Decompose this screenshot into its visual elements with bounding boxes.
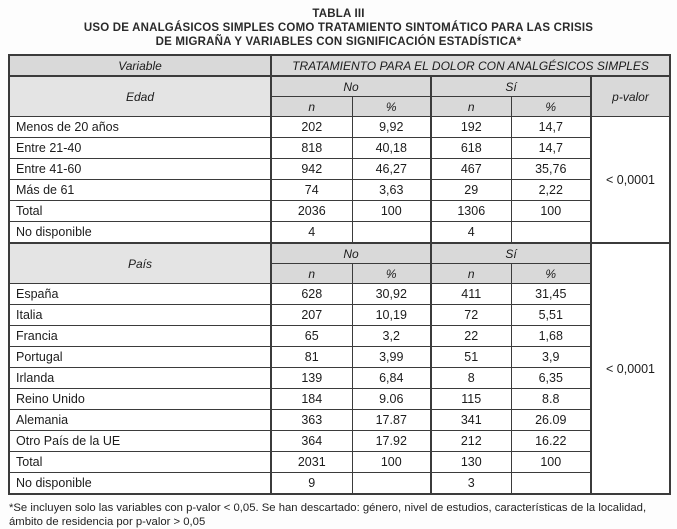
analgesics-statistics-table [8, 54, 671, 495]
pais-group-header-row [9, 243, 670, 264]
no-n-cell: 184 [271, 389, 352, 410]
variable-header-cell: Variable [9, 55, 271, 76]
row-label: No disponible [9, 222, 271, 244]
si-n-cell: 411 [431, 284, 511, 305]
si-column-header: Sí [431, 243, 591, 264]
no-n-header: n [271, 264, 352, 284]
si-pct-header: % [511, 97, 591, 117]
table-row [9, 159, 670, 180]
row-label: Menos de 20 años [9, 117, 271, 138]
pais-p-value-cell: < 0,0001 [591, 243, 670, 494]
treatment-header-cell: TRATAMIENTO PARA EL DOLOR CON ANALGÉSICOS SIMPLES [271, 55, 670, 76]
si-n-cell: 341 [431, 410, 511, 431]
no-n-cell: 628 [271, 284, 352, 305]
si-pct-cell: 14,7 [511, 138, 591, 159]
table-row [9, 368, 670, 389]
title-line-2: DE MIGRAÑA Y VARIABLES CON SIGNIFICACIÓN ESTADÍSTICA* [155, 36, 522, 48]
table-row [9, 473, 670, 495]
si-n-cell: 130 [431, 452, 511, 473]
no-n-cell: 818 [271, 138, 352, 159]
row-label: Portugal [9, 347, 271, 368]
si-n-cell: 29 [431, 180, 511, 201]
no-n-cell: 942 [271, 159, 352, 180]
row-label: Irlanda [9, 368, 271, 389]
si-n-cell: 4 [431, 222, 511, 244]
no-n-cell: 363 [271, 410, 352, 431]
title-line-1: USO DE ANALGÁSICOS SIMPLES COMO TRATAMIENTO SINTOMÁTICO PARA LAS CRISIS [83, 22, 594, 34]
si-n-cell: 3 [431, 473, 511, 495]
row-label: Entre 21-40 [9, 138, 271, 159]
si-pct-cell: 35,76 [511, 159, 591, 180]
si-n-header: n [431, 264, 511, 284]
si-pct-cell: 5,51 [511, 305, 591, 326]
table-row [9, 222, 670, 244]
si-pct-header: % [511, 264, 591, 284]
table-row [9, 431, 670, 452]
row-label: España [9, 284, 271, 305]
row-label: Total [9, 452, 271, 473]
no-pct-cell: 30,92 [352, 284, 431, 305]
si-pct-cell: 8.8 [511, 389, 591, 410]
table-row [9, 180, 670, 201]
no-pct-cell: 17.87 [352, 410, 431, 431]
row-label: Reino Unido [9, 389, 271, 410]
si-pct-cell: 26.09 [511, 410, 591, 431]
no-pct-cell: 9,92 [352, 117, 431, 138]
no-n-cell: 139 [271, 368, 352, 389]
no-pct-cell: 17.92 [352, 431, 431, 452]
no-column-header: No [271, 243, 431, 264]
no-n-cell: 65 [271, 326, 352, 347]
no-n-cell: 74 [271, 180, 352, 201]
no-pct-cell [352, 473, 431, 495]
row-label: Otro País de la UE [9, 431, 271, 452]
si-n-cell: 1306 [431, 201, 511, 222]
si-n-cell: 22 [431, 326, 511, 347]
row-label: Entre 41-60 [9, 159, 271, 180]
si-pct-cell: 1,68 [511, 326, 591, 347]
table-row [9, 117, 670, 138]
no-pct-cell: 3,63 [352, 180, 431, 201]
no-n-cell: 2036 [271, 201, 352, 222]
edad-section [9, 76, 670, 243]
si-pct-cell: 6,35 [511, 368, 591, 389]
no-n-cell: 9 [271, 473, 352, 495]
no-pct-cell: 3,2 [352, 326, 431, 347]
no-pct-cell: 100 [352, 201, 431, 222]
no-pct-header: % [352, 97, 431, 117]
si-n-cell: 72 [431, 305, 511, 326]
si-n-cell: 212 [431, 431, 511, 452]
pais-section [9, 243, 670, 494]
si-pct-cell: 100 [511, 452, 591, 473]
si-n-cell: 115 [431, 389, 511, 410]
no-column-header: No [271, 76, 431, 97]
table-row [9, 284, 670, 305]
row-label: Total [9, 201, 271, 222]
pvalor-column-header: p-valor [591, 76, 670, 117]
no-pct-cell: 3,99 [352, 347, 431, 368]
no-n-cell: 207 [271, 305, 352, 326]
main-header-row [9, 55, 670, 76]
si-pct-cell [511, 473, 591, 495]
si-pct-cell [511, 222, 591, 244]
si-n-header: n [431, 97, 511, 117]
si-pct-cell: 2,22 [511, 180, 591, 201]
table-number: TABLA III [312, 8, 365, 20]
edad-section-label: Edad [9, 76, 271, 117]
table-row [9, 452, 670, 473]
table-row [9, 138, 670, 159]
pais-section-label: País [9, 243, 271, 284]
row-label: Más de 61 [9, 180, 271, 201]
no-pct-cell: 10,19 [352, 305, 431, 326]
footnote: *Se incluyen solo las variables con p-valor < 0,05. Se han descartado: género, nivel de estudios, características de la localidad, ámbito de residencia por p-valor > 0,05 [9, 502, 647, 528]
si-n-cell: 51 [431, 347, 511, 368]
no-pct-cell: 6,84 [352, 368, 431, 389]
edad-group-header-row [9, 76, 670, 97]
si-pct-cell: 16.22 [511, 431, 591, 452]
si-n-cell: 467 [431, 159, 511, 180]
table-row [9, 410, 670, 431]
si-n-cell: 8 [431, 368, 511, 389]
no-n-cell: 4 [271, 222, 352, 244]
no-pct-cell: 100 [352, 452, 431, 473]
table-row [9, 201, 670, 222]
no-n-cell: 2031 [271, 452, 352, 473]
table-row [9, 347, 670, 368]
no-n-cell: 202 [271, 117, 352, 138]
row-label: Alemania [9, 410, 271, 431]
si-n-cell: 192 [431, 117, 511, 138]
si-n-cell: 618 [431, 138, 511, 159]
edad-p-value-cell: < 0,0001 [591, 117, 670, 244]
no-pct-cell: 9.06 [352, 389, 431, 410]
no-n-header: n [271, 97, 352, 117]
no-n-cell: 364 [271, 431, 352, 452]
no-pct-header: % [352, 264, 431, 284]
table-title [0, 0, 677, 49]
no-pct-cell: 40,18 [352, 138, 431, 159]
table-row [9, 389, 670, 410]
no-n-cell: 81 [271, 347, 352, 368]
no-pct-cell [352, 222, 431, 244]
table-row [9, 326, 670, 347]
si-pct-cell: 100 [511, 201, 591, 222]
table-row [9, 305, 670, 326]
row-label: Italia [9, 305, 271, 326]
si-pct-cell: 14,7 [511, 117, 591, 138]
row-label: Francia [9, 326, 271, 347]
row-label: No disponible [9, 473, 271, 495]
si-pct-cell: 31,45 [511, 284, 591, 305]
no-pct-cell: 46,27 [352, 159, 431, 180]
si-pct-cell: 3,9 [511, 347, 591, 368]
si-column-header: Sí [431, 76, 591, 97]
